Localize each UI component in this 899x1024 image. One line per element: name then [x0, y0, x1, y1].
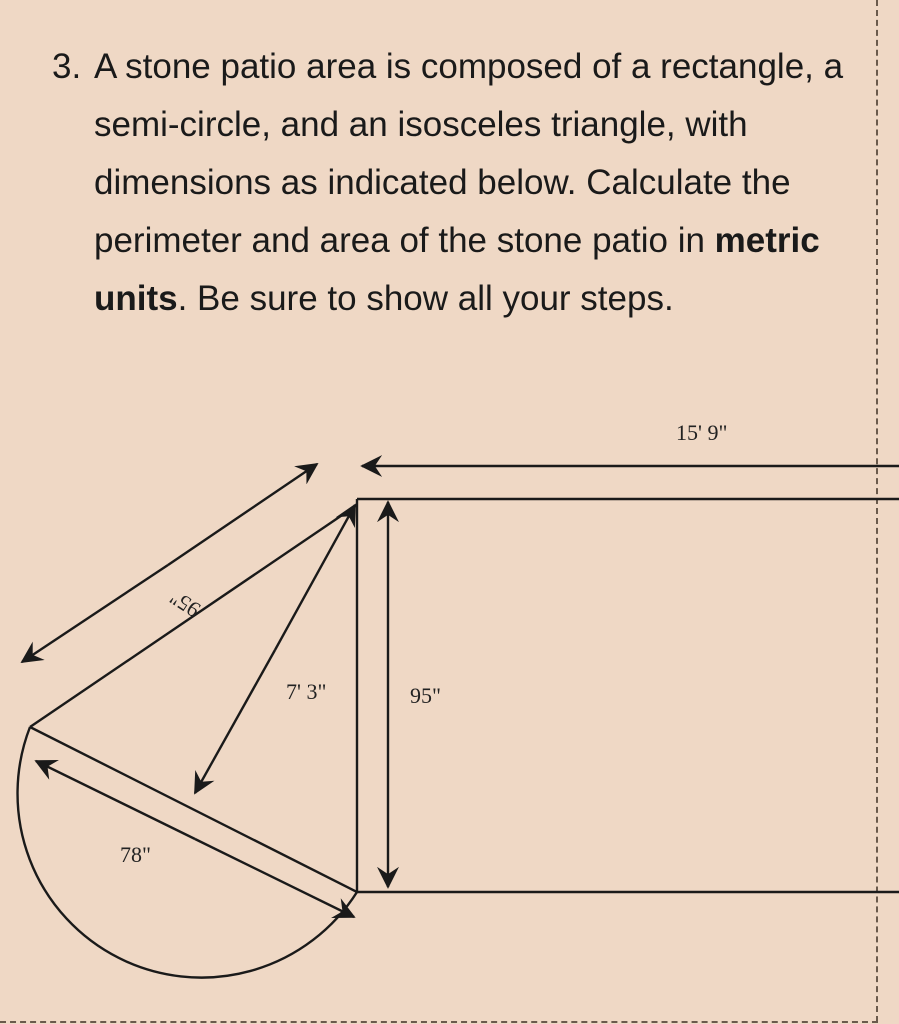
triangle-side-label: 95"	[165, 584, 205, 623]
question-body: A stone patio area is composed of a rectangle, a semi-circle, and an isosceles triangle, with dimensions as indicated below. Calculate the perimeter and area of the stone patio in	[94, 47, 844, 260]
semicircle-arc	[18, 727, 357, 978]
semicircle-diameter-label: 78"	[120, 842, 151, 867]
side-dimension-arrow-ne	[168, 464, 317, 565]
triangle-lower-side	[30, 727, 357, 892]
question-number: 3.	[52, 47, 82, 86]
question-body-end: . Be sure to show all your steps.	[177, 279, 674, 318]
height-dimension-arrow-up	[275, 505, 355, 650]
question-emphasis: metric units	[94, 221, 820, 318]
rect-length-label: 15' 9"	[676, 420, 728, 445]
diameter-dimension-arrow-up	[36, 761, 195, 839]
triangle-height-label: 7' 3"	[286, 679, 327, 704]
height-dimension-arrow-down	[195, 650, 275, 793]
rect-width-label: 95"	[410, 683, 441, 708]
